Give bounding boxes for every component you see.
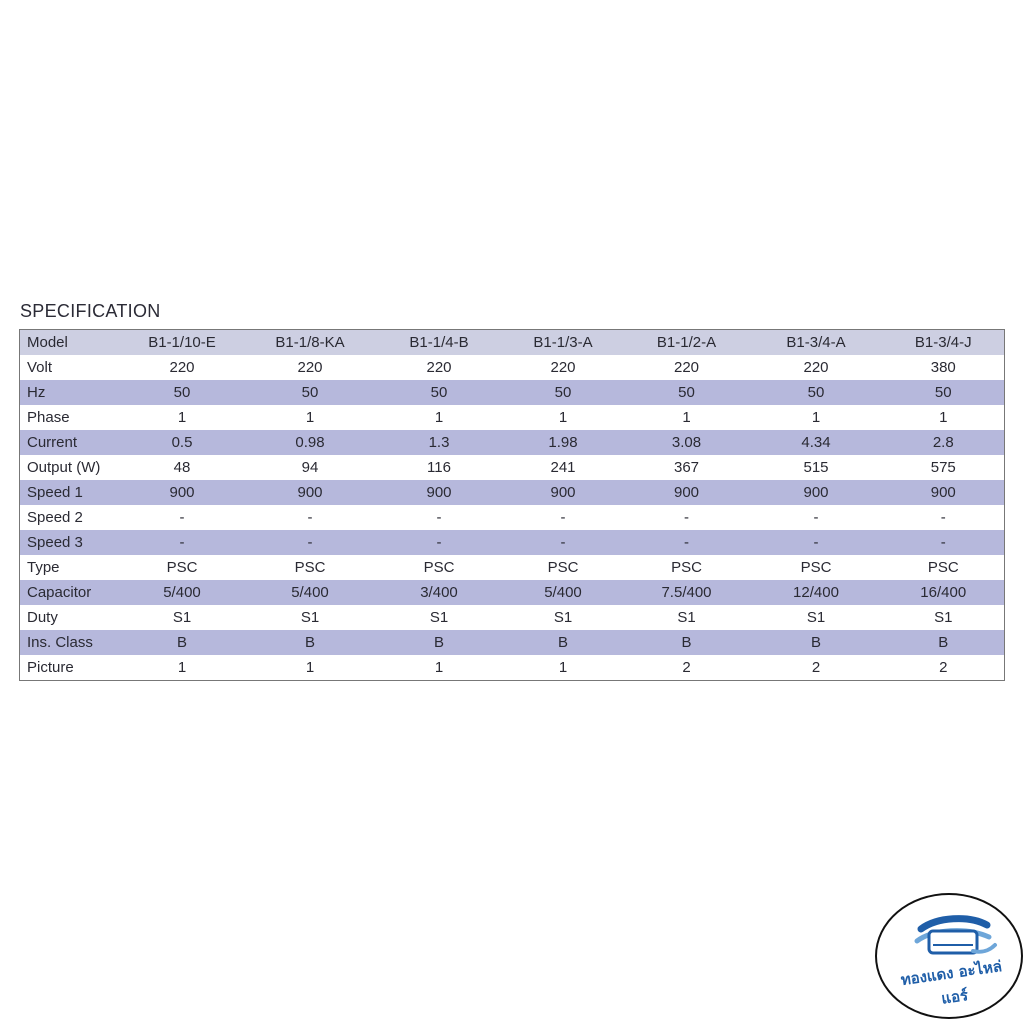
- table-cell: 2: [883, 655, 1005, 681]
- table-cell: 50: [624, 380, 750, 405]
- table-cell: 116: [376, 455, 503, 480]
- table-cell: 220: [503, 355, 624, 380]
- table-cell: -: [750, 505, 883, 530]
- header-cell: B1-1/2-A: [624, 330, 750, 356]
- table-cell: 575: [883, 455, 1005, 480]
- header-cell: B1-1/4-B: [376, 330, 503, 356]
- row-label: Hz: [20, 380, 120, 405]
- table-row: [20, 455, 1005, 480]
- table-cell: 380: [883, 355, 1005, 380]
- spec-table: [19, 329, 1005, 681]
- table-cell: 50: [245, 380, 376, 405]
- table-cell: 50: [750, 380, 883, 405]
- table-cell: 1: [376, 655, 503, 681]
- table-cell: -: [120, 505, 245, 530]
- table-cell: 1: [120, 655, 245, 681]
- table-row: [20, 405, 1005, 430]
- table-cell: 2: [624, 655, 750, 681]
- row-label: Output (W): [20, 455, 120, 480]
- table-cell: 12/400: [750, 580, 883, 605]
- table-cell: 220: [376, 355, 503, 380]
- row-label: Type: [20, 555, 120, 580]
- table-cell: S1: [245, 605, 376, 630]
- table-cell: -: [503, 505, 624, 530]
- header-cell: Model: [20, 330, 120, 356]
- table-cell: 3/400: [376, 580, 503, 605]
- header-cell: B1-1/8-KA: [245, 330, 376, 356]
- table-row: [20, 480, 1005, 505]
- table-cell: -: [376, 530, 503, 555]
- table-cell: 94: [245, 455, 376, 480]
- table-cell: 900: [120, 480, 245, 505]
- row-label: Speed 3: [20, 530, 120, 555]
- table-cell: 1: [624, 405, 750, 430]
- table-cell: -: [245, 505, 376, 530]
- table-cell: 0.5: [120, 430, 245, 455]
- table-cell: B: [883, 630, 1005, 655]
- header-cell: B1-3/4-A: [750, 330, 883, 356]
- table-row: [20, 505, 1005, 530]
- table-cell: 5/400: [245, 580, 376, 605]
- row-label: Current: [20, 430, 120, 455]
- header-cell: B1-1/3-A: [503, 330, 624, 356]
- table-cell: -: [883, 530, 1005, 555]
- table-cell: -: [376, 505, 503, 530]
- table-row: [20, 555, 1005, 580]
- brand-logo: [875, 893, 1023, 1019]
- table-cell: PSC: [624, 555, 750, 580]
- row-label: Phase: [20, 405, 120, 430]
- table-cell: B: [376, 630, 503, 655]
- table-cell: 220: [120, 355, 245, 380]
- page-title: SPECIFICATION: [20, 301, 161, 321]
- table-cell: 220: [750, 355, 883, 380]
- table-cell: 3.08: [624, 430, 750, 455]
- table-cell: -: [883, 505, 1005, 530]
- table-cell: S1: [120, 605, 245, 630]
- table-cell: 4.34: [750, 430, 883, 455]
- table-row: [20, 630, 1005, 655]
- table-cell: PSC: [245, 555, 376, 580]
- row-label: Speed 2: [20, 505, 120, 530]
- table-cell: -: [624, 505, 750, 530]
- table-cell: 220: [245, 355, 376, 380]
- table-cell: 1: [750, 405, 883, 430]
- table-cell: 900: [245, 480, 376, 505]
- table-cell: PSC: [883, 555, 1005, 580]
- table-row: [20, 605, 1005, 630]
- table-cell: -: [120, 530, 245, 555]
- table-cell: 900: [883, 480, 1005, 505]
- table-cell: S1: [503, 605, 624, 630]
- table-cell: PSC: [503, 555, 624, 580]
- table-cell: -: [503, 530, 624, 555]
- table-cell: 5/400: [503, 580, 624, 605]
- table-cell: B: [750, 630, 883, 655]
- table-cell: 241: [503, 455, 624, 480]
- table-cell: B: [120, 630, 245, 655]
- table-cell: 7.5/400: [624, 580, 750, 605]
- table-row: [20, 580, 1005, 605]
- table-cell: 48: [120, 455, 245, 480]
- table-cell: S1: [883, 605, 1005, 630]
- table-cell: 1.3: [376, 430, 503, 455]
- table-cell: 5/400: [120, 580, 245, 605]
- table-cell: 1: [245, 655, 376, 681]
- table-cell: 1: [503, 655, 624, 681]
- table-cell: 2: [750, 655, 883, 681]
- header-cell: B1-1/10-E: [120, 330, 245, 356]
- table-cell: 220: [624, 355, 750, 380]
- table-cell: 1: [245, 405, 376, 430]
- table-cell: 900: [624, 480, 750, 505]
- table-cell: 16/400: [883, 580, 1005, 605]
- table-cell: -: [750, 530, 883, 555]
- table-cell: 900: [376, 480, 503, 505]
- table-cell: 367: [624, 455, 750, 480]
- table-cell: B: [245, 630, 376, 655]
- table-cell: 1: [503, 405, 624, 430]
- table-cell: 50: [120, 380, 245, 405]
- table-cell: 1: [120, 405, 245, 430]
- table-cell: -: [624, 530, 750, 555]
- table-row: [20, 655, 1005, 681]
- table-cell: S1: [376, 605, 503, 630]
- row-label: Volt: [20, 355, 120, 380]
- table-cell: S1: [624, 605, 750, 630]
- table-row: [20, 355, 1005, 380]
- table-cell: B: [624, 630, 750, 655]
- table-cell: 2.8: [883, 430, 1005, 455]
- table-cell: 900: [750, 480, 883, 505]
- table-cell: 900: [503, 480, 624, 505]
- row-label: Picture: [20, 655, 120, 681]
- table-header-row: [20, 330, 1005, 356]
- table-cell: 1.98: [503, 430, 624, 455]
- table-row: [20, 380, 1005, 405]
- logo-text: ทองแดง อะไหล่แอร์: [899, 957, 1004, 1008]
- table-cell: PSC: [750, 555, 883, 580]
- row-label: Capacitor: [20, 580, 120, 605]
- row-label: Speed 1: [20, 480, 120, 505]
- table-cell: -: [245, 530, 376, 555]
- row-label: Duty: [20, 605, 120, 630]
- table-cell: 0.98: [245, 430, 376, 455]
- table-cell: 50: [883, 380, 1005, 405]
- table-cell: S1: [750, 605, 883, 630]
- row-label: Ins. Class: [20, 630, 120, 655]
- table-row: [20, 530, 1005, 555]
- table-cell: 50: [376, 380, 503, 405]
- table-cell: 50: [503, 380, 624, 405]
- header-cell: B1-3/4-J: [883, 330, 1005, 356]
- table-cell: B: [503, 630, 624, 655]
- table-cell: 1: [376, 405, 503, 430]
- table-cell: PSC: [120, 555, 245, 580]
- table-cell: 1: [883, 405, 1005, 430]
- table-cell: PSC: [376, 555, 503, 580]
- table-row: [20, 430, 1005, 455]
- table-cell: 515: [750, 455, 883, 480]
